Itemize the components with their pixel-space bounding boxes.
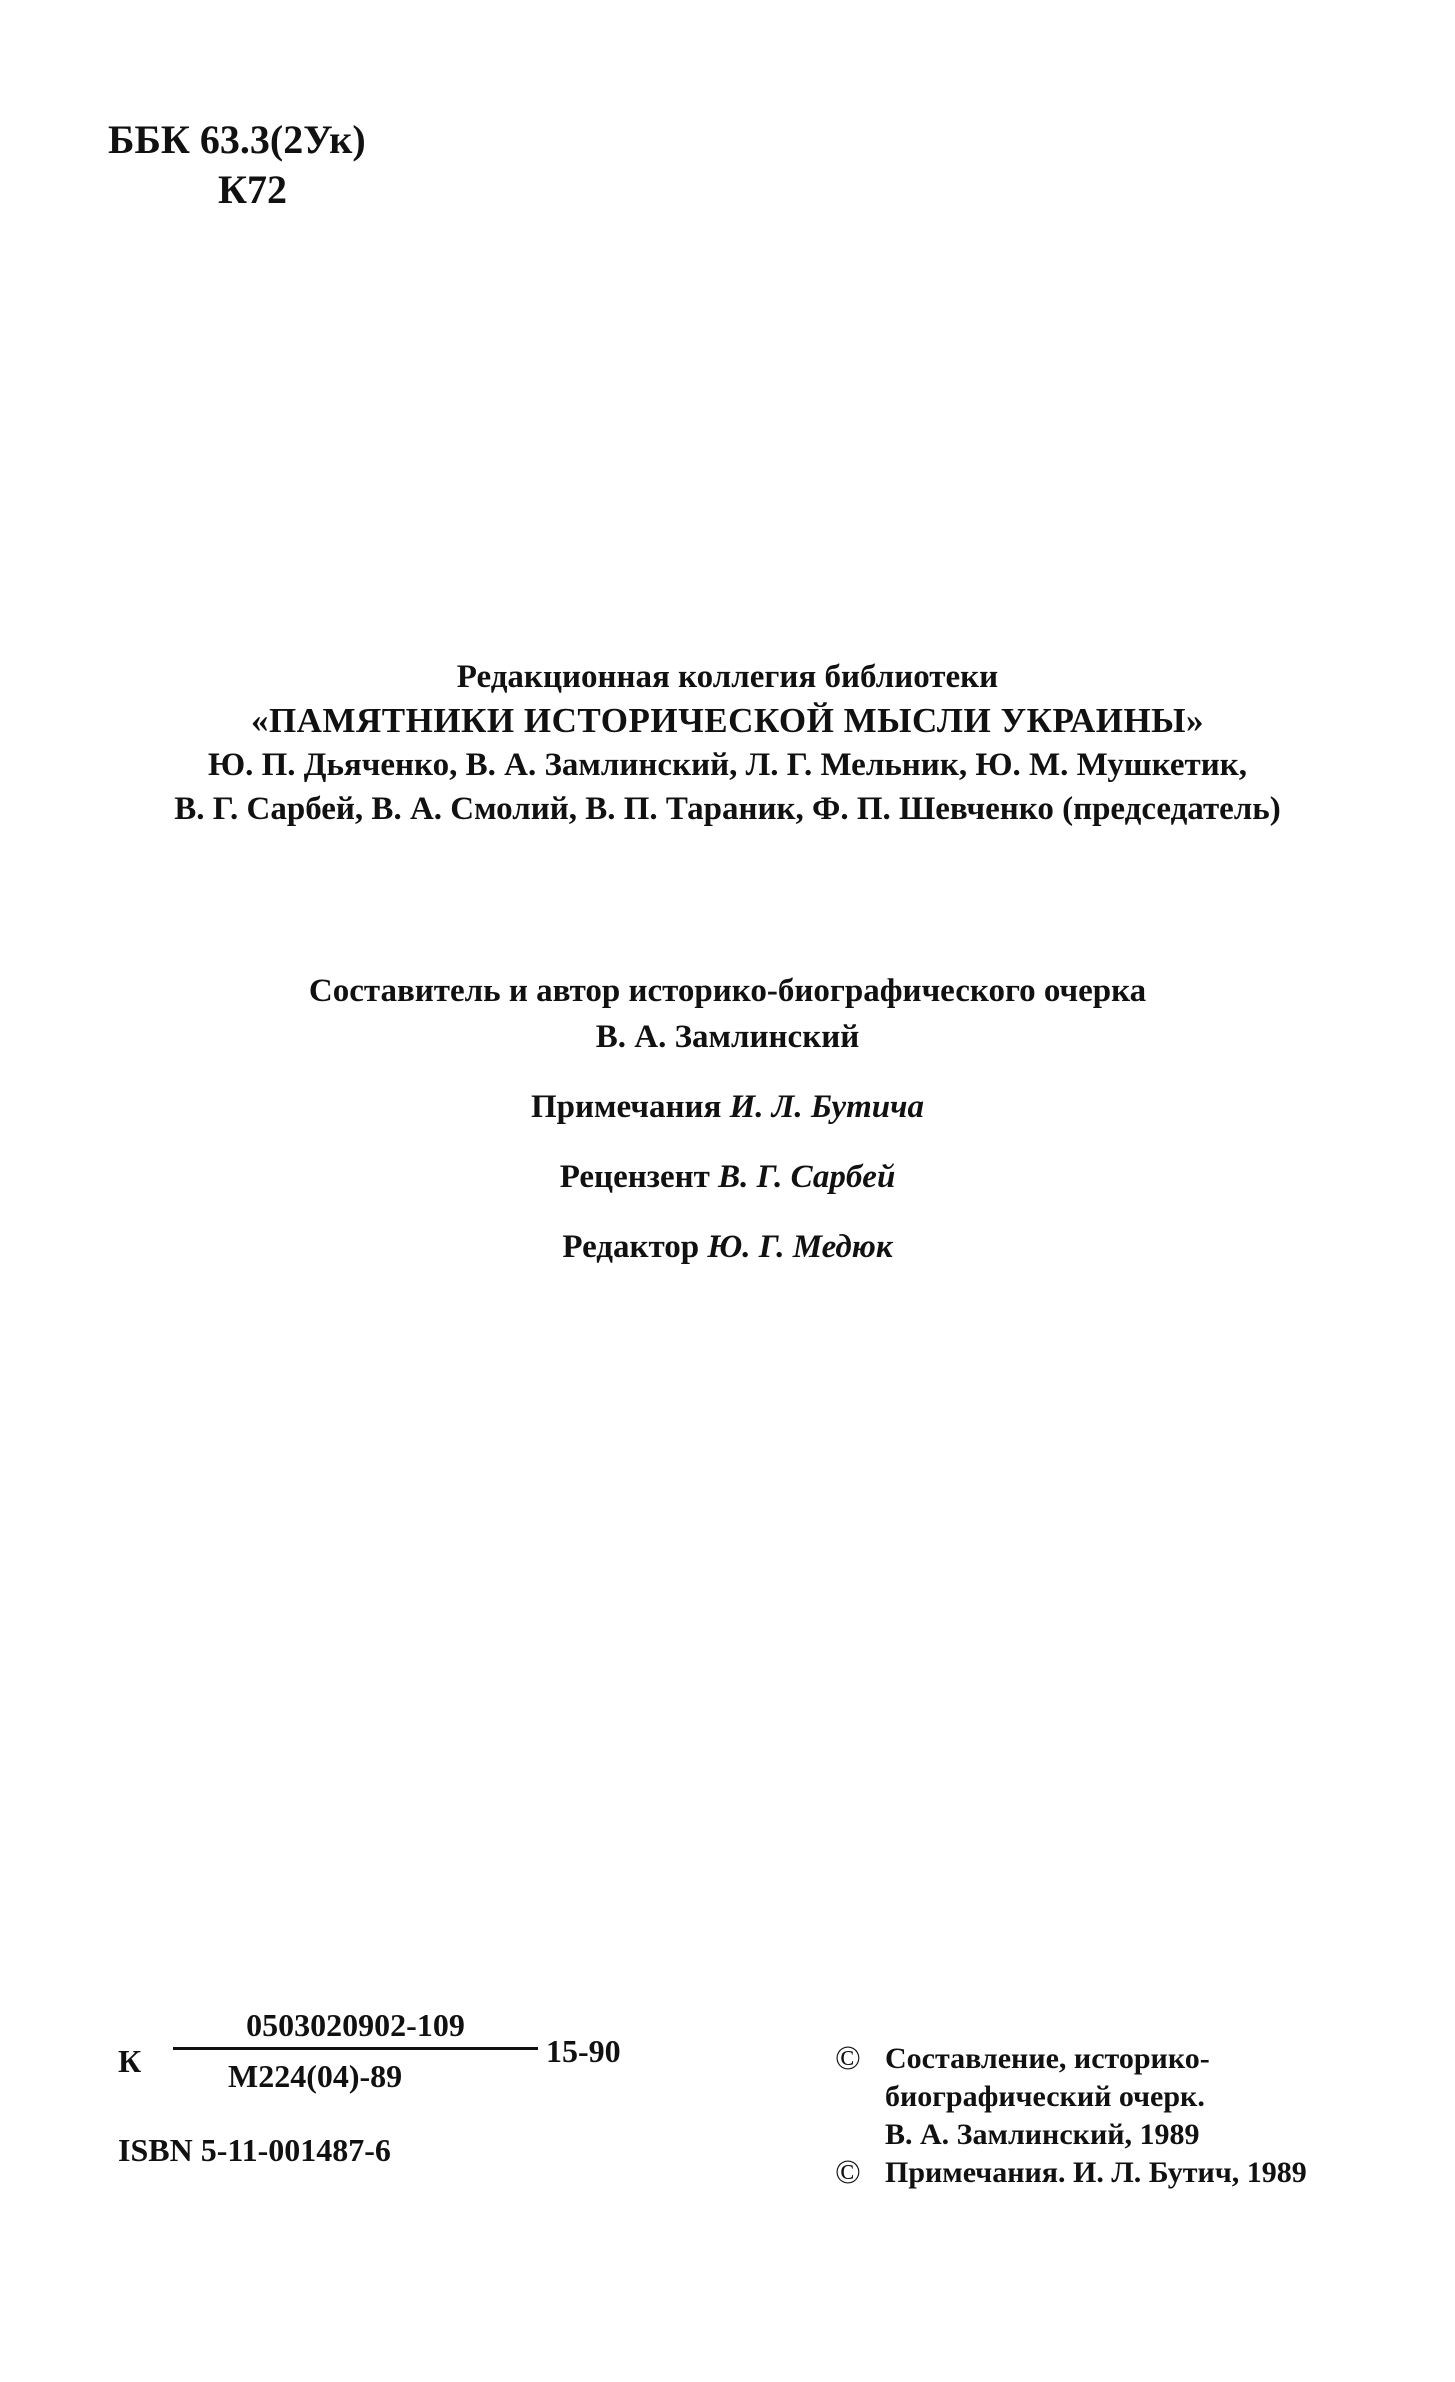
catalog-numerator: 0503020902-109 (246, 2007, 465, 2043)
editor-credit (0, 1224, 1455, 1270)
copyright-row-4 (835, 2154, 1307, 2192)
catalog-fraction (173, 2005, 538, 2096)
copyright-block (835, 2040, 1307, 2192)
editorial-board (0, 655, 1455, 831)
catalog-denominator: М224(04)-89 (228, 2058, 403, 2094)
copyright-row-2 (835, 2078, 1307, 2116)
copyright-line-3: В. А. Замлинский, 1989 (885, 2118, 1200, 2151)
isbn: ISBN 5-11-001487-6 (118, 2132, 391, 2168)
copyright-row-3 (835, 2116, 1307, 2154)
series-title: «ПАМЯТНИКИ ИСТОРИЧЕСКОЙ МЫСЛИ УКРАИНЫ» (250, 701, 1205, 740)
notes-credit (0, 1084, 1455, 1130)
catalog-k-letter: К (118, 2043, 142, 2079)
copyright-line-1: Составление, историко- (885, 2042, 1210, 2075)
catalog-suffix: 15-90 (546, 2033, 621, 2069)
copyright-row-1 (835, 2040, 1307, 2078)
reviewer-name: В. Г. Сарбей (718, 1159, 896, 1195)
bbk-code: ББК 63.3(2Ук) (108, 117, 366, 162)
copyright-line-4: Примечания. И. Л. Бутич, 1989 (885, 2156, 1307, 2189)
compiler-label: Составитель и автор историко-биографического очерка (308, 973, 1147, 1009)
reviewer-credit (0, 1154, 1455, 1200)
copyright-icon: © (835, 2154, 861, 2191)
copyright-icon: © (835, 2040, 861, 2077)
board-members-line-1: Ю. П. Дьяченко, В. А. Замлинский, Л. Г. Мельник, Ю. М. Мушкетик, (207, 747, 1248, 783)
editor-label: Редактор (562, 1229, 700, 1265)
reviewer-label: Рецензент (559, 1159, 710, 1195)
board-members-line-2: В. Г. Сарбей, В. А. Смолий, В. П. Тараник, Ф. П. Шевченко (председатель) (174, 791, 1281, 827)
author-mark: К72 (218, 167, 288, 212)
compiler-name: В. А. Замлинский (595, 1019, 860, 1055)
bbk-index (108, 115, 366, 215)
notes-author: И. Л. Бутича (729, 1089, 924, 1125)
notes-label: Примечания (531, 1089, 722, 1125)
credits (0, 968, 1455, 1270)
copyright-line-2: биографический очерк. (885, 2080, 1205, 2113)
editor-name: Ю. Г. Медюк (707, 1229, 893, 1265)
fraction-bar (173, 2047, 538, 2050)
board-heading: Редакционная коллегия библиотеки (456, 659, 999, 695)
